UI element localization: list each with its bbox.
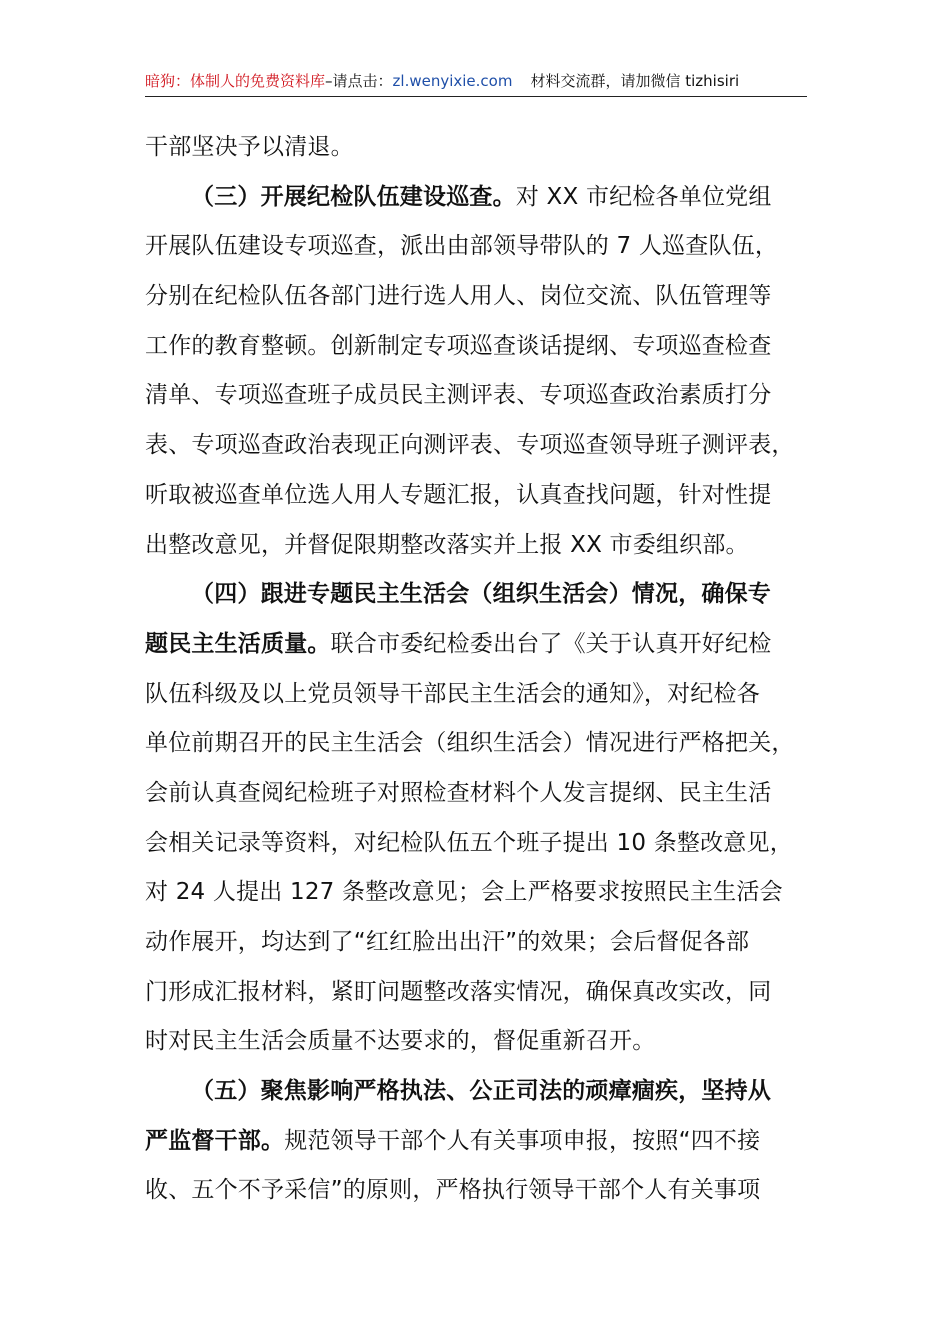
body-text-segment: 动作展开，均达到了“红红脸出出汗”的效果；会后督促各部: [145, 929, 750, 955]
text-line: [145, 371, 807, 421]
text-line: [145, 521, 807, 571]
paragraph: [145, 123, 807, 173]
text-line: [145, 1067, 807, 1117]
text-line: [145, 421, 807, 471]
bold-heading-text: 题民主生活质量。: [145, 630, 331, 657]
text-line: [145, 222, 807, 272]
paragraph: [145, 173, 807, 571]
text-line: [145, 272, 807, 322]
body-text-segment: 门形成汇报材料，紧盯问题整改落实情况，确保真改实改，同: [145, 978, 772, 1005]
paragraph: [145, 570, 807, 1067]
body-text-segment: 联合市委纪检委出台了《关于认真开好纪检: [330, 630, 772, 657]
body-text-segment: 规范领导干部个人有关事项申报，按照“四不接: [284, 1127, 761, 1154]
header-wechat-note: 材料交流群，请加微信 tizhisiri: [530, 72, 740, 90]
body-text-segment: 单位前期召开的民主生活会（组织生活会）情况进行严格把关，: [145, 730, 795, 757]
text-line: [145, 1017, 807, 1067]
text-line: [145, 123, 807, 173]
text-line: [145, 620, 807, 670]
body-text-segment: 表、专项巡查政治表现正向测评表、专项巡查领导班子测评表，: [145, 432, 795, 459]
body-text-segment: 会前认真查阅纪检班子对照检查材料个人发言提纲、民主生活: [145, 779, 772, 806]
bold-heading-text: （三）开展纪检队伍建设巡查。: [191, 183, 516, 210]
header-link[interactable]: zl.wenyixie.com: [392, 72, 513, 90]
body-text-segment: 分别在纪检队伍各部门进行选人用人、岗位交流、队伍管理等: [145, 283, 772, 310]
bold-heading-text: （五）聚焦影响严格执法、公正司法的顽瘴痼疾，坚持从: [191, 1078, 771, 1105]
text-line: [145, 819, 807, 869]
bold-heading-text: （四）跟进专题民主生活会（组织生活会）情况，确保专: [191, 581, 771, 608]
body-text-segment: 出整改意见，并督促限期整改落实并上报 XX 市委组织部。: [145, 531, 749, 558]
body-text-segment: 队伍科级及以上党员领导干部民主生活会的通知》，对纪检各: [145, 680, 760, 707]
document-body: [145, 123, 807, 1216]
text-line: [145, 719, 807, 769]
text-line: [145, 322, 807, 372]
page-header: [145, 70, 807, 97]
text-line: [145, 868, 807, 918]
body-text-segment: 开展队伍建设专项巡查，派出由部领导带队的 7 人巡查队伍，: [145, 233, 779, 260]
text-line: [145, 471, 807, 521]
body-text-segment: 干部坚决予以清退。: [145, 134, 354, 160]
text-line: [145, 173, 807, 223]
paragraph: [145, 1067, 807, 1216]
body-text-segment: 工作的教育整顿。创新制定专项巡查谈话提纲、专项巡查检查: [145, 332, 772, 359]
body-text-segment: 时对民主生活会质量不达要求的，督促重新召开。: [145, 1028, 656, 1055]
text-line: [145, 968, 807, 1018]
text-line: [145, 918, 807, 968]
text-line: [145, 570, 807, 620]
text-line: [145, 1117, 807, 1167]
body-text-segment: 对 XX 市纪检各单位党组: [515, 183, 772, 210]
body-text-segment: 清单、专项巡查班子成员民主测评表、专项巡查政治素质打分: [145, 382, 772, 409]
body-text-segment: 收、五个不予采信”的原则，严格执行领导干部个人有关事项: [145, 1177, 761, 1204]
body-text-segment: 会相关记录等资料，对纪检队伍五个班子提出 10 条整改意见，: [145, 829, 793, 856]
text-line: [145, 670, 807, 720]
text-line: [145, 1166, 807, 1216]
body-text-segment: 对 24 人提出 127 条整改意见；会上严格要求按照民主生活会: [145, 879, 783, 906]
bold-heading-text: 严监督干部。: [145, 1127, 285, 1154]
header-prompt: –请点击：: [325, 72, 393, 90]
body-text-segment: 听取被巡查单位选人用人专题汇报，认真查找问题，针对性提: [145, 481, 772, 508]
text-line: [145, 769, 807, 819]
header-site-name: 暗狗：体制人的免费资料库: [145, 72, 326, 90]
